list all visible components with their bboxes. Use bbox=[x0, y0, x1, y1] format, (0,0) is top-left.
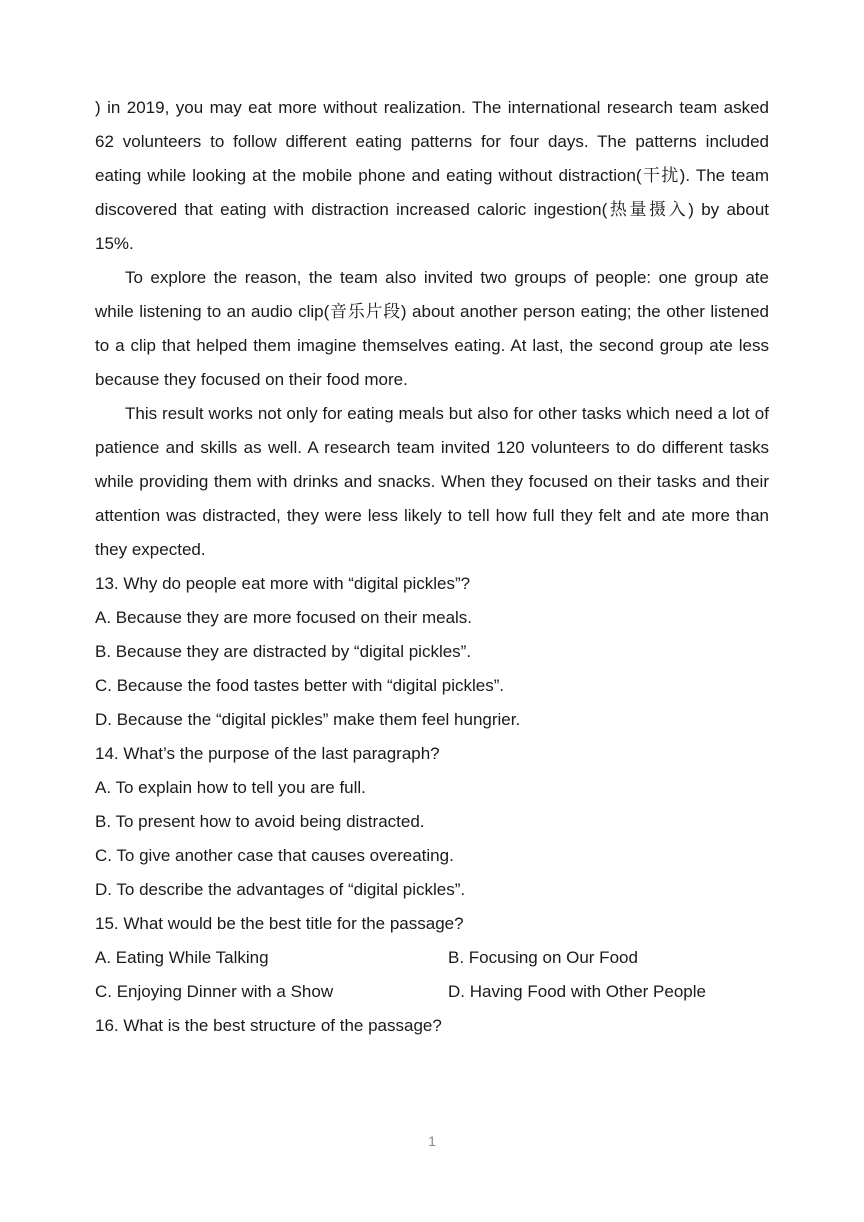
question-13 bbox=[95, 567, 769, 737]
option-b: B. Because they are distracted by “digital pickles”. bbox=[95, 642, 472, 661]
option-b: B. Focusing on Our Food bbox=[448, 948, 638, 967]
passage-paragraph-1: ) in 2019, you may eat more without realization. The international research team asked 62 volunteers to follow different eating patterns for four days. The patterns included eating while looking at the mobile phone and eating without distraction(干扰). The team discovered that eating with distraction increased caloric ingestion(热量摄入) by about 15%. bbox=[95, 98, 769, 253]
passage-paragraph-2: To explore the reason, the team also invited two groups of people: one group ate while listening to an audio clip(音乐片段) about another person eating; the other listened to a clip that helped them imagine themselves eating. At last, the second group ate less because they focused on their food more. bbox=[95, 268, 769, 389]
option-c: C. Because the food tastes better with “digital pickles”. bbox=[95, 676, 505, 695]
options-row-1 bbox=[95, 941, 769, 975]
option-a: A. Eating While Talking bbox=[95, 948, 269, 967]
option-b: B. To present how to avoid being distracted. bbox=[95, 812, 425, 831]
document-page bbox=[95, 91, 769, 1043]
question-stem: 15. What would be the best title for the passage? bbox=[95, 914, 464, 933]
passage-paragraph-3: This result works not only for eating meals but also for other tasks which need a lot of patience and skills as well. A research team invited 120 volunteers to do different tasks while providing them with drinks and snacks. When they focused on their tasks and their attention was distracted, they were less likely to tell how full they felt and ate more than they expected. bbox=[95, 404, 769, 559]
options-row-2 bbox=[95, 975, 769, 1009]
option-a: A. Because they are more focused on their meals. bbox=[95, 608, 473, 627]
question-16 bbox=[95, 1009, 769, 1043]
page-number: 1 bbox=[428, 1133, 436, 1149]
question-15 bbox=[95, 907, 769, 1009]
question-stem: 13. Why do people eat more with “digital pickles”? bbox=[95, 574, 471, 593]
option-a: A. To explain how to tell you are full. bbox=[95, 778, 366, 797]
option-c: C. Enjoying Dinner with a Show bbox=[95, 982, 334, 1001]
option-d: D. Because the “digital pickles” make them feel hungrier. bbox=[95, 710, 521, 729]
question-stem: 16. What is the best structure of the passage? bbox=[95, 1016, 442, 1035]
option-d: D. To describe the advantages of “digital pickles”. bbox=[95, 880, 466, 899]
question-14 bbox=[95, 737, 769, 907]
option-c: C. To give another case that causes overeating. bbox=[95, 846, 454, 865]
question-stem: 14. What’s the purpose of the last paragraph? bbox=[95, 744, 440, 763]
option-d: D. Having Food with Other People bbox=[448, 982, 706, 1001]
